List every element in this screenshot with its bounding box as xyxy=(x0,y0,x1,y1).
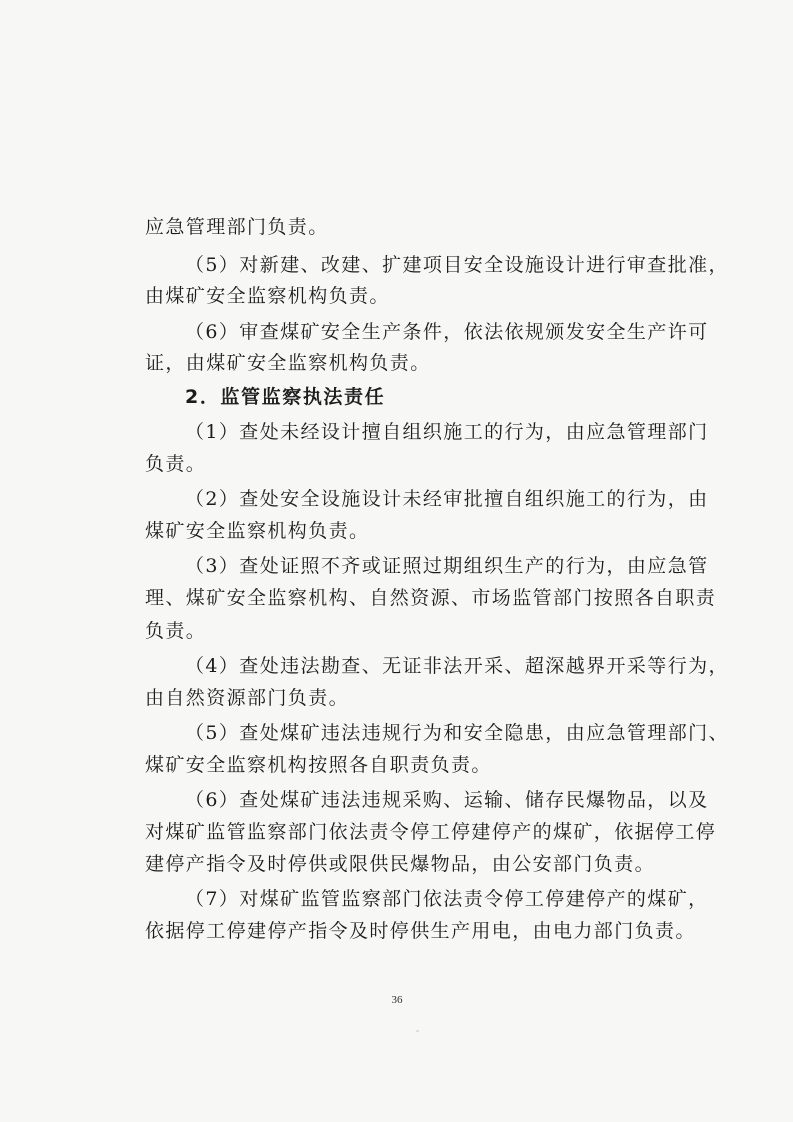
page-number: 36 xyxy=(391,994,403,1006)
text-line-22: 依据停工停建停产指令及时停供生产用电，由电力部门负责。 xyxy=(145,920,696,942)
text-line-13: 负责。 xyxy=(145,620,207,642)
text-line-5: 证，由煤矿安全监察机构负责。 xyxy=(145,352,431,374)
text-line-20: 建停产指令及时停供或限供民爆物品，由公安部门负责。 xyxy=(145,853,656,875)
text-line-2: （5）对新建、改建、扩建项目安全设施设计进行审查批准， xyxy=(185,254,729,276)
text-line-10: 煤矿安全监察机构负责。 xyxy=(145,520,370,542)
text-line-19: 对煤矿监管监察部门依法责令停工停建停产的煤矿，依据停工停 xyxy=(145,821,717,843)
text-line-4: （6）审查煤矿安全生产条件，依法依规颁发安全生产许可 xyxy=(185,321,709,343)
text-line-21: （7）对煤矿监管监察部门依法责令停工停建停产的煤矿， xyxy=(185,888,709,910)
text-line-14: （4）查处违法勘查、无证非法开采、超深越界开采等行为， xyxy=(185,655,729,677)
section-heading: 2．监管监察执法责任 xyxy=(185,386,386,408)
text-line-7: （1）查处未经设计擅自组织施工的行为，由应急管理部门 xyxy=(185,421,709,443)
text-line-8: 负责。 xyxy=(145,453,207,475)
text-line-3: 由煤矿安全监察机构负责。 xyxy=(145,285,390,307)
text-line-16: （5）查处煤矿违法违规行为和安全隐患，由应急管理部门、 xyxy=(185,722,729,744)
text-line-15: 由自然资源部门负责。 xyxy=(145,687,350,709)
scan-speck xyxy=(416,1030,419,1032)
text-line-9: （2）查处安全设施设计未经审批擅自组织施工的行为，由 xyxy=(185,488,709,510)
text-line-11: （3）查处证照不齐或证照过期组织生产的行为，由应急管 xyxy=(185,555,709,577)
text-line-17: 煤矿安全监察机构按照各自职责负责。 xyxy=(145,754,492,776)
text-line-12: 理、煤矿安全监察机构、自然资源、市场监管部门按照各自职责 xyxy=(145,587,717,609)
text-line-18: （6）查处煤矿违法违规采购、运输、储存民爆物品，以及 xyxy=(185,789,709,811)
text-line-1: 应急管理部门负责。 xyxy=(145,216,329,238)
